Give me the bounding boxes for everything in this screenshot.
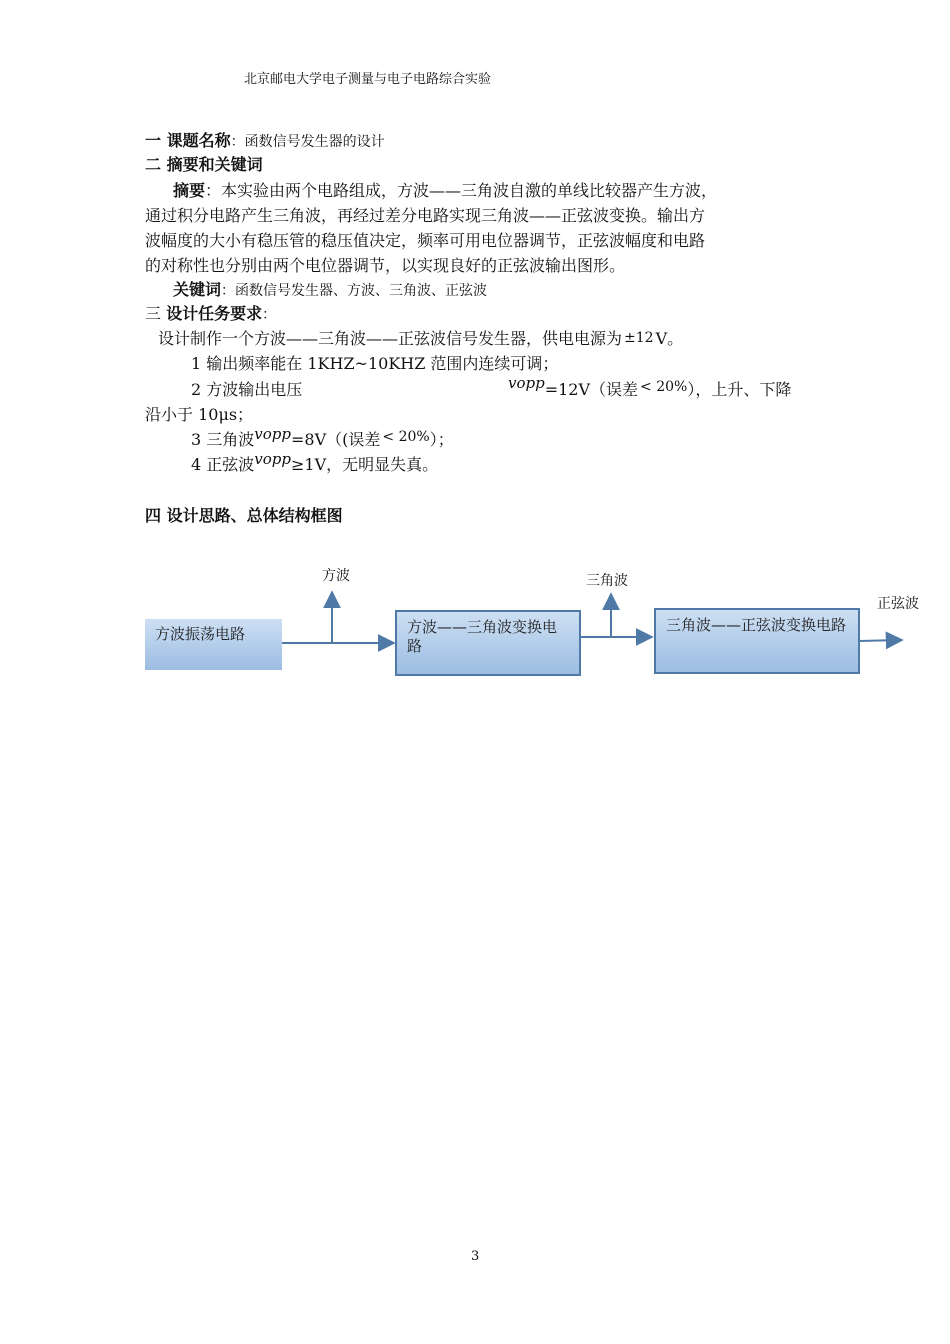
page-header: 北京邮电大学电子测量与电子电路综合实验 (244, 72, 492, 87)
section-1-heading (145, 128, 385, 151)
requirement-3 (191, 421, 454, 449)
requirement-2-label: 2 方波输出电压 (191, 380, 303, 399)
requirement-3-label: 3 三角波 (191, 430, 255, 449)
requirement-4 (191, 446, 439, 474)
requirement-2-rest: ），上升、下降 (687, 380, 792, 399)
section-3-heading (145, 301, 276, 324)
label-triangle-wave: 三角波 (586, 573, 628, 589)
section-2-title: 二 摘要和关键词 (145, 155, 263, 174)
vopp-symbol-3: vopp (254, 425, 291, 443)
requirement-2-cont: 沿小于 10μs； (145, 405, 254, 424)
abstract-label: 摘要 (173, 181, 206, 200)
requirement-2-value (508, 370, 792, 399)
keywords-label: 关键词 (173, 280, 222, 299)
section-4-title: 四 设计思路、总体结构框图 (145, 506, 343, 525)
requirement-4-rest: ≥1V，无明显失真。 (291, 455, 439, 474)
requirement-3-eq: =8V（(误差 (291, 430, 381, 449)
section-3-colon: ： (262, 307, 277, 323)
section-1-content: 函数信号发生器的设计 (244, 134, 385, 150)
section-3-title: 设计任务要求 (166, 304, 263, 323)
supply-unit: V。 (655, 329, 684, 348)
requirement-intro-text: 设计制作一个方波——三角波——正弦波信号发生器，供电电源为 (158, 329, 623, 348)
block-square-triangle-converter: 方波——三角波变换电路 (395, 610, 581, 676)
requirement-4-label: 4 正弦波 (191, 455, 255, 474)
keywords-content: 函数信号发生器、方波、三角波、正弦波 (235, 283, 488, 299)
abstract-line-2: 通过积分电路产生三角波，再经过差分电路实现三角波——正弦波变换。输出方 (145, 206, 706, 225)
requirement-intro (158, 326, 683, 349)
abstract-colon: ： (205, 181, 222, 200)
abstract-line-1 (173, 178, 717, 201)
label-sine-wave: 正弦波 (877, 596, 919, 612)
requirement-3-tolerance: < 20% (382, 429, 430, 445)
section-1-colon: ： (230, 134, 245, 150)
abstract-line-4: 的对称性也分别由两个电位器调节，以实现良好的正弦波输出图形。 (145, 256, 626, 275)
requirement-3-rest: ）； (429, 430, 454, 449)
keywords-colon: ： (221, 283, 236, 299)
block-square-oscillator: 方波振荡电路 (145, 619, 282, 670)
keywords-line (173, 277, 487, 300)
vopp-symbol-4: vopp (254, 450, 291, 468)
requirement-1: 1 输出频率能在 1KHZ~10KHZ 范围内连续可调； (191, 354, 559, 373)
requirement-2-tolerance: < 20% (640, 379, 688, 395)
label-square-wave: 方波 (322, 568, 350, 584)
block-triangle-sine-converter: 三角波——正弦波变换电路 (654, 608, 860, 674)
supply-voltage: ±12 (624, 330, 654, 346)
section-3-prefix: 三 (145, 304, 167, 323)
requirement-2-eq: =12V（误差 (544, 380, 639, 399)
page-number: 3 (471, 1249, 480, 1264)
section-1-title: 一 课题名称 (145, 131, 231, 150)
arrow-sine-output (859, 640, 902, 641)
abstract-text-1: 本实验由两个电路组成，方波——三角波自激的单线比较器产生方波， (221, 181, 718, 200)
vopp-symbol-2: vopp (508, 374, 545, 392)
abstract-line-3: 波幅度的大小有稳压管的稳压值决定，频率可用电位器调节，正弦波幅度和电路 (145, 231, 706, 250)
